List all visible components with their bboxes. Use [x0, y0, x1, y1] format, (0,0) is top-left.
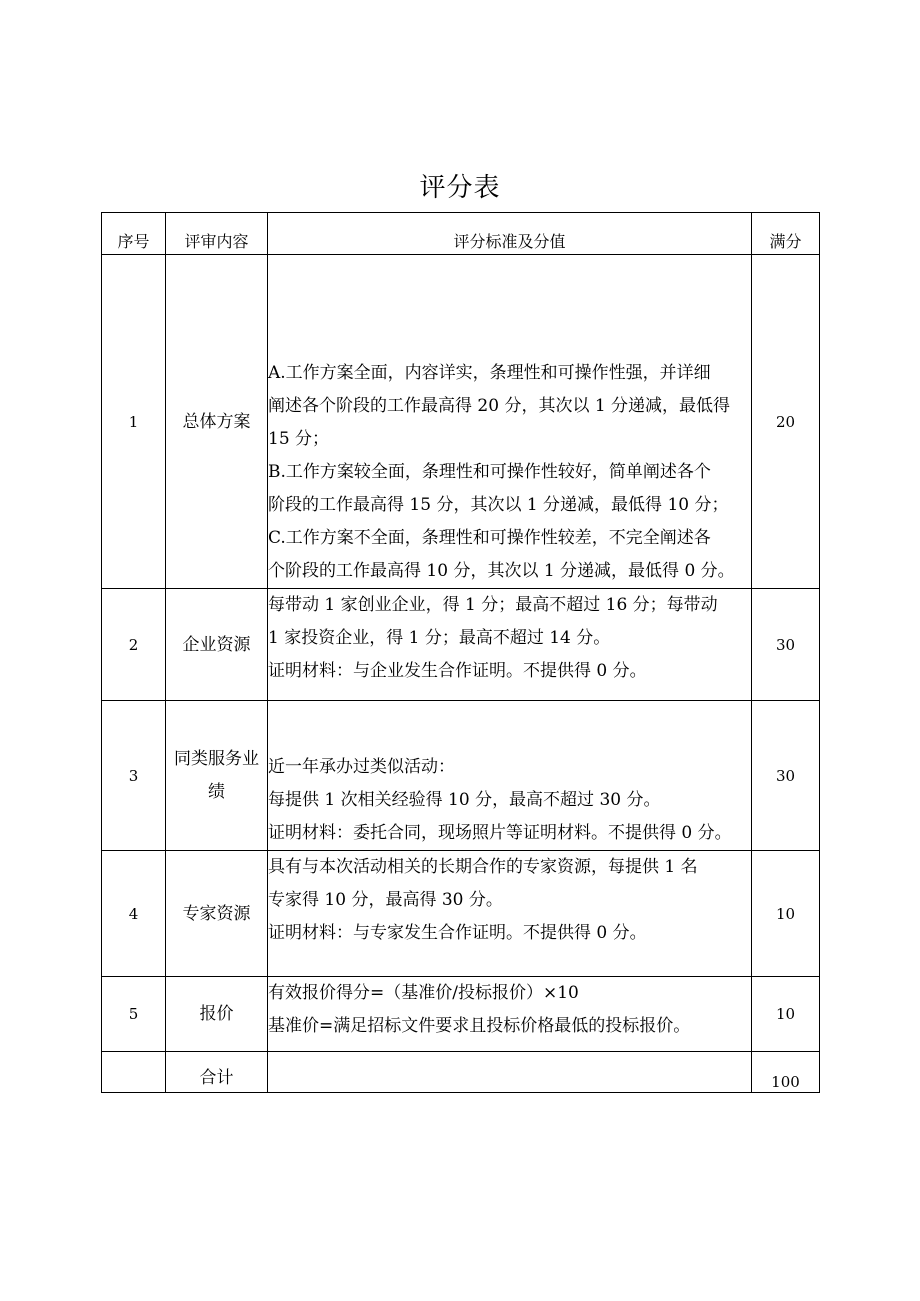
criteria-line: 15 分；	[268, 429, 330, 449]
criteria-line: 近一年承办过类似活动：	[268, 757, 455, 777]
criteria-line: 专家得 10 分，最高得 30 分。	[268, 890, 503, 910]
header-criteria: 评分标准及分值	[268, 213, 752, 255]
header-item: 评审内容	[166, 213, 268, 255]
header-no: 序号	[102, 213, 166, 255]
item-line: 绩	[208, 781, 225, 802]
row-no: 2	[102, 589, 166, 701]
row-item: 企业资源	[166, 589, 268, 701]
criteria-line: 基准价=满足招标文件要求且投标价格最低的投标报价。	[268, 1016, 691, 1036]
total-row	[102, 1052, 820, 1093]
page-title: 评分表	[419, 173, 501, 203]
table-row	[102, 977, 820, 1052]
row-no: 1	[102, 255, 166, 589]
row-full-score: 30	[752, 589, 820, 701]
criteria-line: 每提供 1 次相关经验得 10 分，最高不超过 30 分。	[268, 790, 661, 810]
criteria-line: B.工作方案较全面，条理性和可操作性较好，简单阐述各个	[268, 462, 711, 482]
criteria-line: 阶段的工作最高得 15 分，其次以 1 分递减，最低得 10 分；	[268, 495, 729, 515]
criteria-line: 证明材料：与企业发生合作证明。不提供得 0 分。	[268, 661, 647, 681]
criteria-line: 证明材料：与专家发生合作证明。不提供得 0 分。	[268, 923, 647, 943]
row-criteria	[268, 701, 752, 851]
item-line: 同类服务业	[174, 748, 259, 769]
total-no-cell	[102, 1052, 166, 1093]
row-item: 专家资源	[166, 851, 268, 977]
row-item: 总体方案	[166, 255, 268, 589]
criteria-line: 证明材料：委托合同，现场照片等证明材料。不提供得 0 分。	[268, 823, 732, 843]
total-full-score: 100	[752, 1052, 820, 1093]
table-row	[102, 589, 820, 701]
table-row	[102, 701, 820, 851]
table-row	[102, 851, 820, 977]
criteria-line: 个阶段的工作最高得 10 分，其次以 1 分递减，最低得 0 分。	[268, 561, 735, 581]
row-full-score: 20	[752, 255, 820, 589]
score-table	[101, 212, 820, 1093]
criteria-line: 具有与本次活动相关的长期合作的专家资源，每提供 1 名	[268, 857, 698, 877]
row-full-score: 10	[752, 977, 820, 1052]
row-criteria	[268, 977, 752, 1052]
row-full-score: 30	[752, 701, 820, 851]
total-criteria-cell	[268, 1052, 752, 1093]
criteria-line: 阐述各个阶段的工作最高得 20 分，其次以 1 分递减，最低得	[268, 396, 731, 416]
row-no: 5	[102, 977, 166, 1052]
row-criteria	[268, 851, 752, 977]
row-full-score: 10	[752, 851, 820, 977]
row-criteria	[268, 589, 752, 701]
criteria-line: C.工作方案不全面，条理性和可操作性较差，不完全阐述各	[268, 528, 711, 548]
table-header-row	[102, 213, 820, 255]
row-criteria	[268, 255, 752, 589]
table-row	[102, 255, 820, 589]
row-no: 3	[102, 701, 166, 851]
row-no: 4	[102, 851, 166, 977]
criteria-line: 有效报价得分=（基准价/投标报价）×10	[268, 983, 579, 1003]
row-item	[166, 701, 268, 851]
total-label: 合计	[166, 1052, 268, 1093]
criteria-line: A.工作方案全面，内容详实，条理性和可操作性强，并详细	[268, 363, 711, 383]
criteria-line: 每带动 1 家创业企业，得 1 分；最高不超过 16 分；每带动	[268, 595, 718, 615]
row-item: 报价	[166, 977, 268, 1052]
header-full-score: 满分	[752, 213, 820, 255]
criteria-line: 1 家投资企业，得 1 分；最高不超过 14 分。	[268, 628, 611, 648]
